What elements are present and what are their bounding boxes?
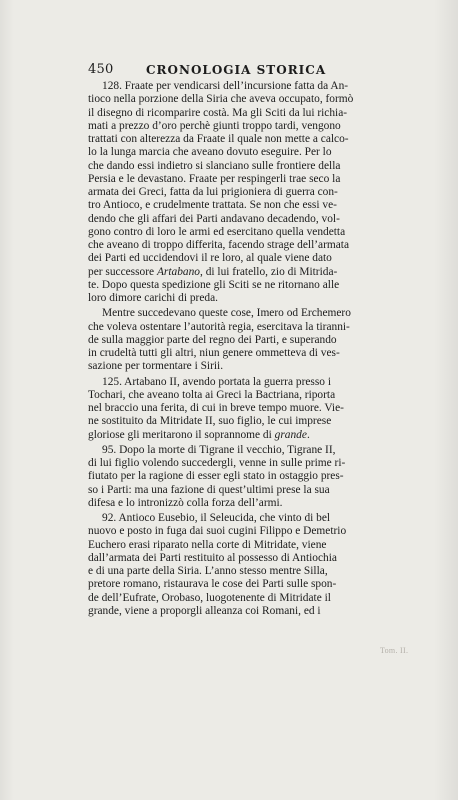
italic-name: Artabano xyxy=(156,265,200,278)
text-line: 92. Antioco Eusebio, il Seleucida, che vinto di bel xyxy=(102,512,331,524)
text-line: Persia e le devastano. Fraate per respingerli trae seco la xyxy=(88,172,341,185)
text-line: e di una parte della Siria. L’anno stesso mentre Silla, xyxy=(88,565,328,577)
text-line: loro dimore carichi di preda. xyxy=(88,292,218,304)
faded-stamp: Tom. II. xyxy=(380,646,409,655)
text-line: lo la lunga marcia che aveano dovuto eseguire. Per lo xyxy=(88,146,332,159)
text-line: sazione per tormentare i Sirii. xyxy=(88,360,224,373)
edge-shadow xyxy=(434,0,458,800)
page-header xyxy=(88,62,388,82)
text-line: dei Parti ed uccidendovi il re loro, al quale viene dato xyxy=(88,252,332,265)
text-line: dendo che gli affari dei Parti andavano decadendo, vol- xyxy=(88,212,340,225)
text-line: te. Dopo questa spedizione gli Sciti se ne ritornano alle xyxy=(88,278,340,291)
text-line: Euchero erasi riparato nella corte di Mitridate, viene xyxy=(88,538,327,551)
body-text xyxy=(88,80,393,618)
text-line: gono contro di loro le armi ed esercitano quella vendetta xyxy=(88,225,346,238)
text-line: che aveano di troppo differita, facendo strage dell’armata xyxy=(88,239,350,251)
text-line: grande, viene a proporgli alleanza coi Romani, ed i xyxy=(88,604,321,617)
text-line: 95. Dopo la morte di Tigrane il vecchio, Tigrane II, xyxy=(102,443,336,456)
text-line: nel braccio una ferita, di cui in breve tempo muore. Vie- xyxy=(88,402,344,414)
text-line: de dell’Eufrate, Orobaso, luogotenente di Mitridate il xyxy=(88,591,331,604)
text-line: il disegno di ricomparire costà. Ma gli Sciti da lui richia- xyxy=(88,106,348,119)
text-line: dall’armata dei Parti restituito al possesso di Antiochia xyxy=(88,551,337,564)
text-line: gloriose gli meritarono il soprannome di grande. xyxy=(88,428,310,441)
text-line: trattati con alterezza da Fraate il quale non mette a calco- xyxy=(88,133,349,145)
text-line: per successore Artabano, di lui fratello, zio di Mitrida- xyxy=(88,265,338,278)
italic-epithet: grande xyxy=(274,428,307,441)
text-line: tioco nella porzione della Siria che aveva occupato, formò xyxy=(88,93,354,106)
text-line: di lui figlio volendo succedergli, venne in sulle prime ri- xyxy=(88,457,346,469)
text-line: 125. Artabano II, avendo portata la guerra presso i xyxy=(102,375,331,388)
text-line: de sulla maggior parte del regno dei Parti, e superando xyxy=(88,333,337,346)
text-line: 128. Fraate per vendicarsi dell’incursione fatta da An- xyxy=(102,80,349,92)
text-line: tro Antioco, e crudelmente trattata. Se non che essi ve- xyxy=(88,199,337,212)
text-line: fiutato per la ragione di esser egli stato in ostaggio pres- xyxy=(88,470,344,483)
text-line: mati a prezzo d’oro perchè giunti troppo tardi, vengono xyxy=(88,119,341,132)
text-line: nuovo e posto in fuga dai suoi cugini Filippo e Demetrio xyxy=(88,525,347,538)
text-line: difesa e lo intronizzò colla forza dell’armi. xyxy=(88,496,283,509)
running-title: CRONOLOGIA STORICA xyxy=(146,63,327,77)
text-line: che voleva ostentare l’autorità regia, esercitava la tiranni- xyxy=(88,320,350,333)
text-line: ne sostituito da Mitridate II, suo figlio, le cui imprese xyxy=(88,415,332,428)
text-line: Tochari, che aveano tolta ai Greci la Bactriana, riporta xyxy=(88,388,336,401)
text-line: so i Parti: ma una fazione di quest’ultimi prese la sua xyxy=(88,483,330,496)
text-line: che dando essi indietro si slanciano sulle frontiere della xyxy=(88,159,341,172)
text-line: armata dei Greci, fatta da lui prigioniera di guerra con- xyxy=(88,186,338,198)
page-number: 450 xyxy=(88,62,114,77)
text-line: in crudeltà tutti gli altri, niun genere ommetteva di ves- xyxy=(88,347,340,359)
text-line: Mentre succedevano queste cose, Imero od Erchemero xyxy=(102,307,351,320)
gutter-shadow xyxy=(0,0,14,800)
text-line: pretore romano, ristaurava le cose dei Parti sulle spon- xyxy=(88,578,337,591)
